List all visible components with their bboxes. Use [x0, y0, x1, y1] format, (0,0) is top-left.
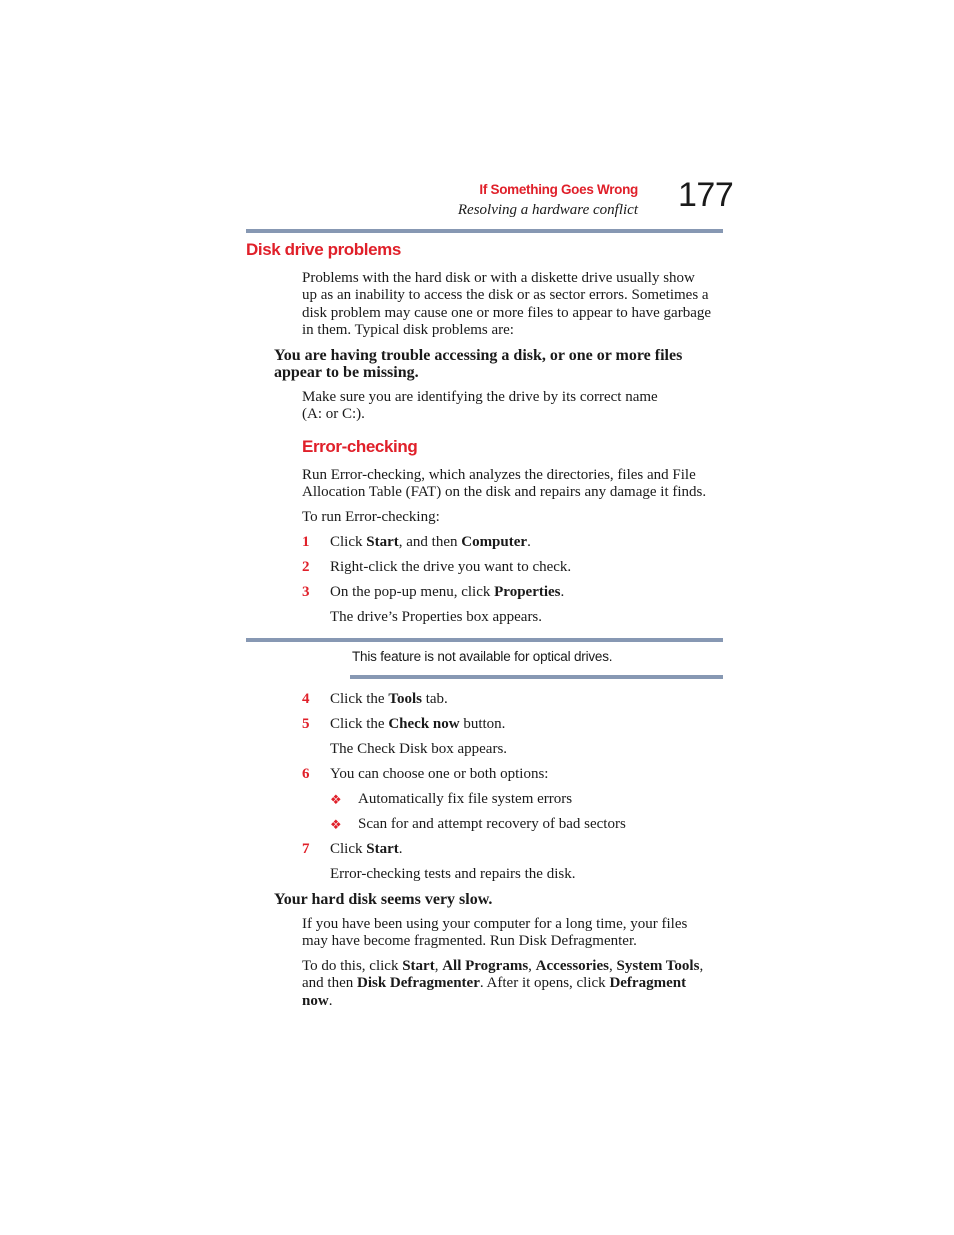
ui-term-start: Start: [366, 534, 399, 550]
error-checking-line: Allocation Table (FAT) on the disk and repairs any damage it finds.: [302, 484, 707, 501]
option-item: Automatically fix file system errors: [358, 791, 573, 807]
running-header-subsection: Resolving a hardware conflict: [457, 202, 638, 218]
step-text-part: On the pop-up menu, click: [330, 584, 495, 600]
subsection-heading: Error-checking: [302, 437, 418, 456]
ui-term-check-now: Check now: [388, 716, 460, 732]
step-text: [330, 534, 531, 551]
step-text-part: button.: [459, 716, 506, 732]
ui-term-now: now: [302, 992, 329, 1009]
ui-term-defragment: Defragment: [609, 975, 687, 992]
step-number: 2: [302, 559, 310, 575]
step-text: [330, 841, 403, 858]
step-number: 5: [302, 716, 310, 732]
step-text-part: , and then: [398, 534, 462, 550]
step-result: Error-checking tests and repairs the disk.: [330, 866, 576, 882]
ui-term-computer: Computer: [461, 534, 528, 550]
step-number: 3: [302, 584, 310, 600]
step-text: Right-click the drive you want to check.: [330, 559, 572, 575]
header-rule: [246, 229, 723, 233]
diamond-bullet-icon: ❖: [330, 792, 342, 807]
step-number: 4: [302, 691, 310, 707]
problem-heading-line: You are having trouble accessing a disk, or one or more files: [274, 347, 683, 364]
section-heading: Disk drive problems: [246, 240, 401, 259]
note-top-rule: [246, 638, 723, 642]
step-text-part: Click: [330, 534, 367, 550]
step-text: [330, 716, 505, 733]
step-text-part: Click: [330, 841, 367, 857]
text-part: .: [328, 992, 333, 1009]
intro-line: disk problem may cause one or more files to appear to have garbage: [302, 304, 712, 321]
step-text: [330, 691, 448, 708]
intro-line: Problems with the hard disk or with a diskette drive usually show: [302, 270, 695, 286]
text-part: ,: [699, 958, 704, 974]
text-part: ,: [434, 958, 443, 974]
step-text: You can choose one or both options:: [330, 766, 549, 782]
step-result: The Check Disk box appears.: [330, 741, 508, 757]
ui-term-start: Start: [402, 958, 435, 974]
text-part: ,: [528, 958, 536, 974]
intro-line: in them. Typical disk problems are:: [302, 321, 514, 338]
problem-heading: Your hard disk seems very slow.: [274, 891, 493, 908]
ui-term-start: Start: [366, 841, 399, 857]
page-number: 177: [678, 176, 734, 214]
problem-text: [302, 389, 658, 424]
problem-text-line: (A: or C:).: [302, 406, 365, 423]
running-header-section: If Something Goes Wrong: [479, 182, 638, 197]
text-part: and then: [302, 975, 357, 992]
step-number: 7: [302, 841, 310, 857]
problem-heading-line: appear to be missing.: [274, 364, 419, 382]
step-text-part: Click the: [330, 691, 389, 707]
step-text-part: tab.: [421, 691, 448, 707]
error-checking-line: Run Error-checking, which analyzes the directories, files and File: [302, 467, 696, 483]
ui-term-tools: Tools: [388, 691, 422, 707]
procedure-lead: To run Error-checking:: [302, 509, 440, 525]
ui-term-accessories: Accessories: [535, 958, 609, 974]
error-checking-text: [302, 467, 706, 502]
step-text: [330, 584, 564, 601]
intro-line: up as an inability to access the disk or as sector errors. Sometimes a: [302, 287, 709, 304]
step-text-part: .: [560, 584, 565, 600]
ui-term-system-tools: System Tools: [616, 958, 700, 974]
option-item: Scan for and attempt recovery of bad sectors: [358, 816, 626, 832]
intro-paragraph: [302, 270, 711, 339]
problem-text-line: Make sure you are identifying the drive by its correct name: [302, 389, 658, 405]
problem-text-line: may have become fragmented. Run Disk Defragmenter.: [302, 933, 637, 950]
step-text-part: .: [527, 534, 531, 550]
defragment-line: [302, 958, 723, 975]
step-number: 1: [302, 534, 310, 550]
defragment-line: [302, 993, 723, 1010]
defragment-line: [302, 975, 723, 992]
defragment-instructions: [302, 958, 723, 1010]
step-text-part: Click the: [330, 716, 389, 732]
note-bottom-rule: [350, 675, 723, 679]
problem-text-line: If you have been using your computer for a long time, your files: [302, 916, 688, 932]
text-part: To do this, click: [302, 958, 403, 974]
ui-term-disk-defragmenter: Disk Defragmenter: [356, 975, 480, 992]
text-part: . After it opens, click: [479, 975, 610, 992]
step-result: The drive’s Properties box appears.: [330, 609, 543, 625]
problem-heading: [274, 347, 682, 382]
ui-term-all-programs: All Programs: [442, 958, 529, 974]
note-text: This feature is not available for optical drives.: [352, 649, 613, 664]
step-text-part: .: [398, 841, 403, 857]
diamond-bullet-icon: ❖: [330, 817, 342, 832]
text-part: ,: [608, 958, 617, 974]
ui-term-properties: Properties: [494, 584, 561, 600]
step-number: 6: [302, 766, 310, 782]
problem-text: [302, 916, 687, 951]
